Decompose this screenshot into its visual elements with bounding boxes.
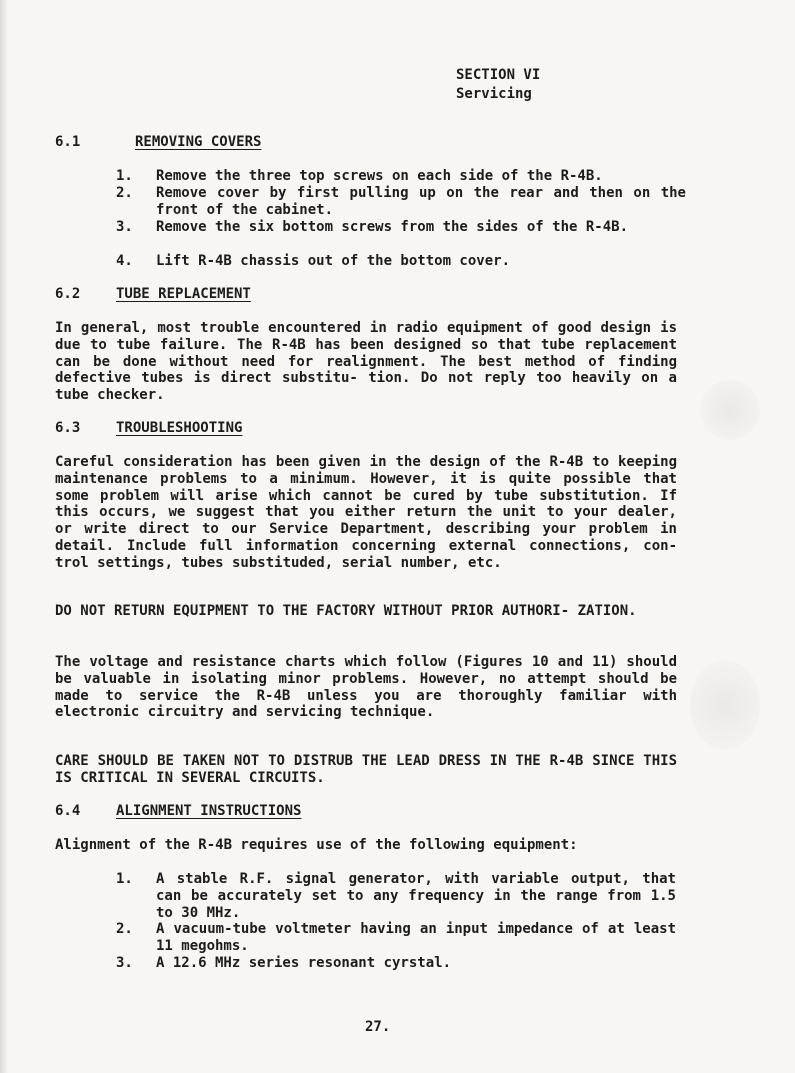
list-item-text: Remove cover by first pulling up on the rear and then on the front of the cabinet. xyxy=(156,185,686,218)
heading-number-6-2: 6.2 xyxy=(55,286,81,302)
list-number: 3. xyxy=(116,219,133,235)
heading-tube-replacement: TUBE REPLACEMENT xyxy=(116,286,251,302)
section-subtitle: Servicing xyxy=(456,86,532,102)
paragraph-lead-dress-warning: CARE SHOULD BE TAKEN NOT TO DISTRUB THE LEAD DRESS IN THE R-4B SINCE THIS IS CRITICAL IN SEVERAL CIRCUITS. xyxy=(55,753,677,786)
scan-smudge xyxy=(690,660,760,750)
list-item-text: A 12.6 MHz series resonant cyrstal. xyxy=(156,955,452,971)
scan-edge-shadow xyxy=(0,0,8,1073)
paragraph-warning-authorization: DO NOT RETURN EQUIPMENT TO THE FACTORY WITHOUT PRIOR AUTHORI- ZATION. xyxy=(55,603,637,619)
heading-removing-covers: REMOVING COVERS xyxy=(135,134,262,150)
list-number: 2. xyxy=(116,921,133,937)
paragraph-charts: The voltage and resistance charts which follow (Figures 10 and 11) should be valuable in isolating minor problems. However, no attempt should be made to service the R-4B unless you are thoroughly familiar with electronic circuitry and servicing technique. xyxy=(55,654,677,721)
list-number: 1. xyxy=(116,168,133,184)
scan-smudge xyxy=(700,380,760,440)
heading-troubleshooting: TROUBLESHOOTING xyxy=(116,420,243,436)
list-item-text: A vacuum-tube voltmeter having an input impedance of at least 11 megohms. xyxy=(156,921,676,954)
heading-number-6-3: 6.3 xyxy=(55,420,81,436)
list-number: 1. xyxy=(116,871,133,887)
paragraph-troubleshooting: Careful consideration has been given in the design of the R-4B to keeping maintenance problems to a minimum. However, it is quite possible that some problem will arise which cannot be cured by tube substitution. If this occurs, we suggest that you either return the unit to your dealer, or write direct to our Service Department, describing your problem in detail. Include full information concerning external connections, con- trol settings, tubes substituded, serial number, etc. xyxy=(55,454,677,571)
heading-number-6-1: 6.1 xyxy=(55,134,81,150)
list-number: 2. xyxy=(116,185,133,201)
section-title: SECTION VI xyxy=(456,67,541,83)
heading-alignment-instructions: ALIGNMENT INSTRUCTIONS xyxy=(116,803,302,819)
list-item-text: A stable R.F. signal generator, with variable output, that can be accurately set to any frequency in the range from 1.5 to 30 MHz. xyxy=(156,871,676,921)
alignment-intro: Alignment of the R-4B requires use of the following equipment: xyxy=(55,837,578,853)
list-item-text: Remove the six bottom screws from the sides of the R-4B. xyxy=(156,219,629,235)
list-item-text: Lift R-4B chassis out of the bottom cover. xyxy=(156,253,511,269)
list-item-text: Remove the three top screws on each side of the R-4B. xyxy=(156,168,603,184)
list-number: 4. xyxy=(116,253,133,269)
paragraph-tube-replacement: In general, most trouble encountered in radio equipment of good design is due to tube failure. The R-4B has been designed so that tube replacement can be done without need for realignment. The best method of finding defective tubes is direct substitu- tion. Do not reply too heavily on a tube checker. xyxy=(55,320,677,404)
list-number: 3. xyxy=(116,955,133,971)
page-number: 27. xyxy=(365,1019,391,1035)
heading-number-6-4: 6.4 xyxy=(55,803,81,819)
